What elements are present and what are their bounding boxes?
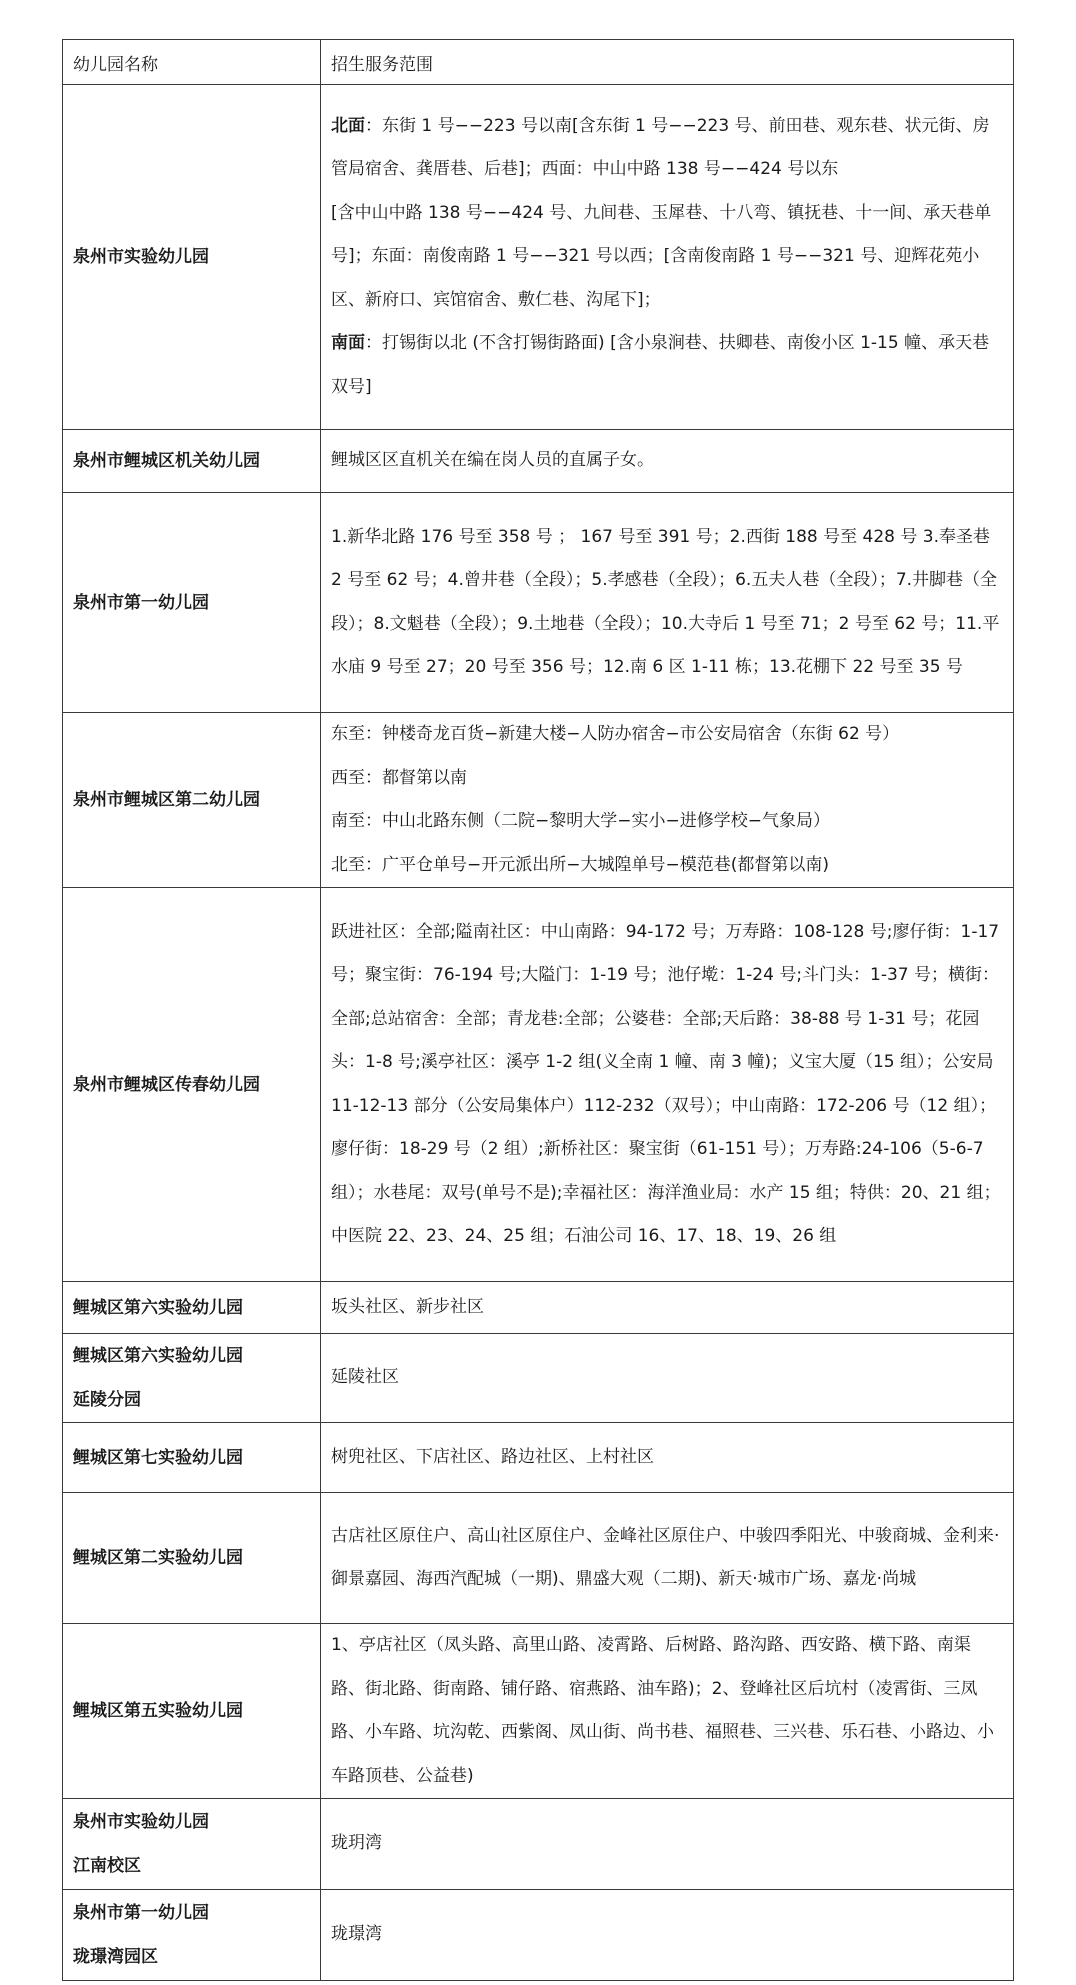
kindergarten-name-cell (63, 1282, 321, 1334)
scope-paragraph (331, 800, 1003, 844)
kindergarten-name-cell (63, 430, 321, 493)
direction-label: 南面 (331, 333, 365, 354)
header-service-scope: 招生服务范围 (321, 40, 1014, 85)
kindergarten-name-line: 江南校区 (73, 1856, 141, 1876)
service-scope-cell (321, 1423, 1014, 1493)
scope-paragraph (331, 713, 1003, 757)
scope-paragraph (331, 1436, 1003, 1480)
table-row (63, 713, 1014, 888)
scope-text: 西至：都督第以南 (331, 767, 467, 788)
kindergarten-name-cell (63, 1799, 321, 1890)
table-row (63, 1890, 1014, 1981)
direction-label: 北面 (331, 115, 365, 136)
kindergarten-name-line: 泉州市实验幼儿园 (73, 247, 209, 267)
kindergarten-name-line: 泉州市第一幼儿园 (73, 1903, 209, 1923)
scope-paragraph (331, 516, 1003, 690)
kindergarten-name-cell (63, 888, 321, 1282)
scope-text: 跃进社区：全部;隘南社区：中山南路：94-172 号；万寿路：108-128 号;廖仔街：1-17 号；聚宝街：76-194 号;大隘门：1-19 号；池仔墘：1-24 号;斗门头：1-37 号；横街：全部;总站宿舍：全部；青龙巷:全部；公婆巷：全部;天后路：38-88 号 1-31 号；花园头：1-8 号;溪亭社区：溪亭 1-2 组(义全南 1 幢、南 3 幢)；义宝大厦（15 组）；公安局 11-12-13 部分（公安局集体户）112-232（双号）；中山南路：172-206 号（12 组）；廖仔街：18-29 号（2 组）;新桥社区：聚宝街（61-151 号）；万寿路:24-106（5-6-7 组）；水巷尾：双号(单号不是);幸福社区：海洋渔业局：水产 15 组；特供：20、21 组；中医院 22、23、24、25 组；石油公司 16、17、18、19、26 组 (331, 921, 1001, 1246)
scope-text: 延陵社区 (331, 1367, 399, 1388)
scope-text: 东至：钟楼奇龙百货−新建大楼−人防办宿舍−市公安局宿舍（东街 62 号） (331, 724, 900, 744)
scope-text: [含中山中路 138 号−−424 号、九间巷、玉犀巷、十八弯、镇抚巷、十一间、承天巷单号]；东面：南俊南路 1 号−−321 号以西；[含南俊南路 1 号−−321 号、迎辉花苑小区、新府口、宾馆宿舍、敷仁巷、沟尾下]； (331, 202, 992, 310)
service-scope-cell (321, 1334, 1014, 1423)
service-scope-cell (321, 493, 1014, 713)
scope-text: ：东街 1 号−−223 号以南[含东街 1 号−−223 号、前田巷、观东巷、状元街、房管局宿舍、龚厝巷、后巷]；西面：中山中路 138 号−−424 号以东 (331, 115, 990, 180)
service-scope-cell (321, 713, 1014, 888)
scope-paragraph (331, 1286, 1003, 1330)
table-row (63, 1493, 1014, 1624)
service-scope-cell (321, 1890, 1014, 1981)
kindergarten-name-cell (63, 85, 321, 430)
scope-paragraph (331, 1624, 1003, 1798)
service-scope-cell (321, 1282, 1014, 1334)
kindergarten-name-cell (63, 493, 321, 713)
table-row (63, 430, 1014, 493)
kindergarten-name-line: 泉州市鲤城区第二幼儿园 (73, 790, 260, 810)
table-row (63, 1624, 1014, 1799)
table-row (63, 888, 1014, 1282)
scope-paragraph (331, 844, 1003, 888)
scope-text: 珑玥湾 (331, 1833, 382, 1854)
scope-paragraph (331, 1356, 1003, 1400)
scope-paragraph (331, 757, 1003, 801)
kindergarten-name-cell (63, 1493, 321, 1624)
scope-text: 南至：中山北路东侧（二院−黎明大学−实小−进修学校−气象局） (331, 811, 830, 831)
scope-paragraph (331, 322, 1003, 409)
kindergarten-name-line: 鲤城区第二实验幼儿园 (73, 1548, 243, 1568)
kindergarten-name-line: 鲤城区第六实验幼儿园 (73, 1346, 243, 1366)
scope-text: 古店社区原住户、高山社区原住户、金峰社区原住户、中骏四季阳光、中骏商城、金利来·御景嘉园、海西汽配城（一期)、鼎盛大观（二期)、新天·城市广场、嘉龙·尚城 (331, 1525, 1000, 1589)
kindergarten-name-line: 珑璟湾园区 (73, 1947, 158, 1967)
kindergarten-name-cell (63, 1624, 321, 1799)
table-body (63, 85, 1014, 1981)
table-row (63, 1799, 1014, 1890)
kindergarten-name-line: 泉州市鲤城区机关幼儿园 (73, 451, 260, 471)
service-scope-cell (321, 1799, 1014, 1890)
service-scope-cell (321, 430, 1014, 493)
scope-text: 1.新华北路 176 号至 358 号 ； 167 号至 391 号；2.西街 188 号至 428 号 3.奉圣巷 2 号至 62 号；4.曾井巷（全段）；5.孝感巷（全段）；6.五夫人巷（全段）；7.井脚巷（全段）；8.文魁巷（全段）；9.土地巷（全段）；10.大寺后 1 号至 71；2 号至 62 号；11.平水庙 9 号至 27；20 号至 356 号；12.南 6 区 1-11 栋；13.花棚下 22 号至 35 号 (331, 526, 1000, 677)
service-scope-cell (321, 85, 1014, 430)
scope-paragraph (331, 105, 1003, 192)
scope-paragraph (331, 911, 1003, 1259)
enrollment-table (62, 39, 1014, 1981)
kindergarten-name-line: 鲤城区第五实验幼儿园 (73, 1701, 243, 1721)
header-kindergarten-name: 幼儿园名称 (63, 40, 321, 85)
scope-text: ：打锡街以北 (不含打锡街路面) [含小泉涧巷、扶卿巷、南俊小区 1-15 幢、承天巷双号] (331, 333, 990, 397)
table-row (63, 85, 1014, 430)
service-scope-cell (321, 888, 1014, 1282)
scope-paragraph (331, 192, 1003, 323)
kindergarten-name-line: 鲤城区第六实验幼儿园 (73, 1297, 243, 1318)
table-header-row (63, 40, 1014, 85)
service-scope-cell (321, 1624, 1014, 1799)
scope-text: 1、亭店社区（凤头路、高里山路、凌霄路、后树路、路沟路、西安路、横下路、南渠路、街北路、街南路、铺仔路、宿燕路、油车路)；2、登峰社区后坑村（凌霄街、三凤路、小车路、坑沟乾、西紫阁、凤山街、尚书巷、福照巷、三兴巷、乐石巷、小路边、小车路顶巷、公益巷) (331, 1635, 994, 1786)
kindergarten-name-cell (63, 1334, 321, 1423)
kindergarten-name-cell (63, 1423, 321, 1493)
scope-paragraph (331, 439, 1003, 483)
table-row (63, 1334, 1014, 1423)
kindergarten-name-cell (63, 713, 321, 888)
scope-text: 树兜社区、下店社区、路边社区、上村社区 (331, 1446, 654, 1467)
scope-paragraph (331, 1913, 1003, 1957)
scope-text: 鲤城区区直机关在编在岗人员的直属子女。 (331, 450, 654, 471)
kindergarten-name-cell (63, 1890, 321, 1981)
scope-text: 珑璟湾 (331, 1924, 382, 1945)
table-row (63, 493, 1014, 713)
kindergarten-name-line: 泉州市实验幼儿园 (73, 1812, 209, 1832)
kindergarten-name-line: 鲤城区第七实验幼儿园 (73, 1447, 243, 1468)
kindergarten-name-line: 延陵分园 (73, 1390, 141, 1410)
kindergarten-name-line: 泉州市第一幼儿园 (73, 592, 209, 613)
table-row (63, 1423, 1014, 1493)
service-scope-cell (321, 1493, 1014, 1624)
scope-paragraph (331, 1515, 1003, 1602)
scope-paragraph (331, 1822, 1003, 1866)
kindergarten-name-line: 泉州市鲤城区传春幼儿园 (73, 1074, 260, 1095)
table-row (63, 1282, 1014, 1334)
scope-text: 北至：广平仓单号−开元派出所−大城隍单号−模范巷(都督第以南) (331, 854, 829, 875)
scope-text: 坂头社区、新步社区 (331, 1296, 484, 1317)
